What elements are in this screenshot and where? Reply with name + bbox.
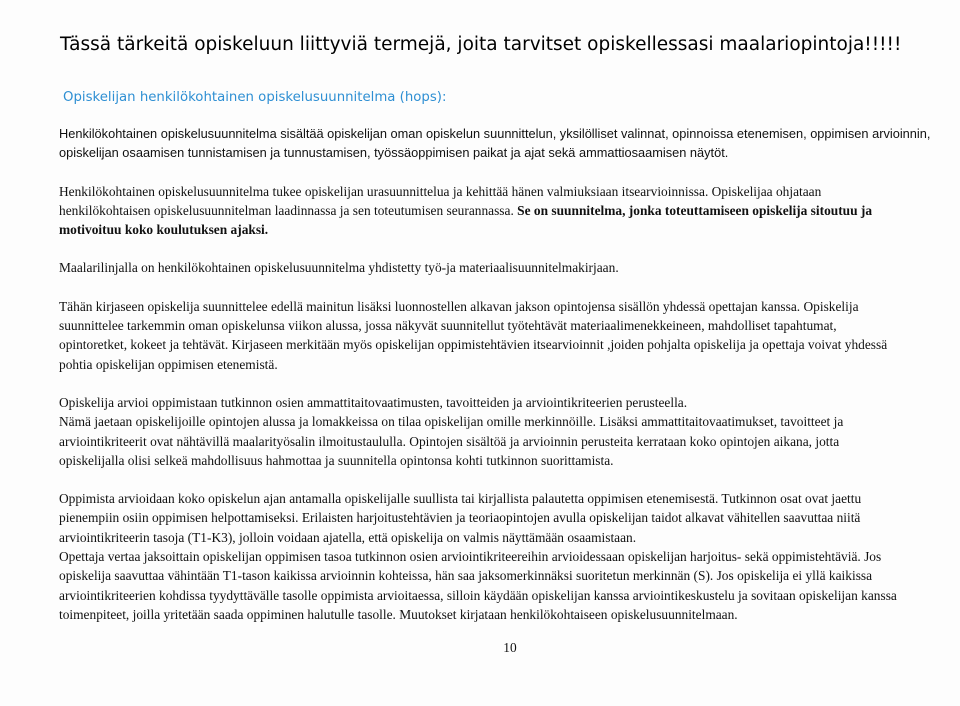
text-line: Opiskelija arvioi oppimistaan tutkinnon osien ammattitaitovaatimusten, tavoitteiden ja arviointikriteerien perusteella.: [59, 394, 688, 410]
text-line: Nämä jaetaan opiskelijoille opintojen alussa ja lomakkeissa on tilaa opiskelijan omille merkinnöille. Lisäksi ammattitaitovaatimukset, tavoitteet ja: [59, 414, 844, 430]
paragraph-hops-definition: [59, 124, 960, 163]
page-title: Tässä tärkeitä opiskeluun liittyviä termejä, joita tarvitset opiskellessasi maalariopintoja!!!!!: [60, 34, 902, 55]
bold-text: Se on suunnitelma, jonka toteuttamiseen opiskelija sitoutuu ja: [517, 202, 873, 218]
page-number: 10: [503, 640, 517, 655]
document-body: [59, 124, 960, 624]
text-line: [59, 201, 960, 220]
text-line: Tähän kirjaseen opiskelija suunnittelee edellä mainitun lisäksi luonnostellen alkavan jakson opintojensa sisällön yhdessä opettajan kanssa. Opiskelija: [59, 298, 859, 314]
text-line: opiskelijan osaamisen tunnistamisen ja tunnustamisen, työssäoppimisen paikat ja ajat sekä ammattiosaamisen näytöt.: [59, 145, 729, 161]
paragraph-hops-purpose: [59, 182, 960, 240]
text-line: toimenpiteet, joilla yritetään saada oppiminen halutulle tasolle. Muutokset kirjataan henkilökohtaiseen opiskelusuunnitelmaan.: [59, 606, 738, 622]
text-line: Henkilökohtainen opiskelusuunnitelma sisältää opiskelijan oman opiskelun suunnittelun, yksilölliset valinnat, opinnoissa etenemisen, oppimisen arvioinnin,: [59, 126, 931, 141]
text-line: [59, 220, 960, 239]
text-line: Opettaja vertaa jaksoittain opiskelijan oppimisen tasoa tutkinnon osien arviointikriteereihin arvioidessaan opiskelijan harjoitus- sekä oppimistehtäviä. Jos: [59, 549, 882, 565]
text-line: suunnittelee tarkemmin oman opiskelunsa viikon alussa, jossa näkyvät suunnitellut työtehtävät materiaalimenekkeineen, mahdolliset tapahtumat,: [59, 318, 837, 334]
text-line: opiskelijalla olisi selkeä mahdollisuus hahmottaa ja suunnitella opintonsa kohti tutkinnon suorittamista.: [59, 452, 614, 468]
section-heading: Opiskelijan henkilökohtainen opiskelusuunnitelma (hops):: [63, 90, 447, 105]
text-line: Oppimista arvioidaan koko opiskelun ajan antamalla opiskelijalle suullista tai kirjallista palautetta oppimisen etenemisestä. Tutkinnon osat ovat jaettu: [59, 491, 862, 507]
text-line: pienempiin osiin oppimisen helpottamiseksi. Erilaisten harjoitustehtävien ja teoriaopintojen avulla opiskelijan taidot alkavat vähitellen saavuttaa niitä: [59, 510, 861, 526]
text-line: Henkilökohtainen opiskelusuunnitelma tukee opiskelijan urasuunnittelua ja kehittää hänen valmiuksiaan itsearvioinnissa. Opiskelijaa ohjataan: [59, 183, 822, 199]
text-line: arviointikriteerit ovat nähtävillä maalarityösalin ilmoitustaululla. Opintojen sisältöä ja arvioinnin perusteita kerrataan koko opintojen aikana, jotta: [59, 433, 840, 449]
text-line: arviointikriteerien kohdissa tyydyttävälle tasolle oppimista arvioitaessa, silloin käydään opiskelijan kanssa arviointikeskustelu ja sovitaan opiskelijan kanssa: [59, 587, 897, 603]
bold-text: motivoituu koko koulutuksen ajaksi.: [59, 222, 269, 238]
paragraph-assessment: [59, 489, 960, 624]
paragraph-self-assessment: [59, 393, 960, 470]
text-line: opintoretket, kokeet ja tehtävät. Kirjaseen merkitään myös opiskelijan oppimistehtävien itsearvioinnit ,joiden pohjalta opiskelija ja opettaja voivat yhdessä: [59, 337, 888, 353]
text-line: pohtia opiskelijan oppimisen etenemistä.: [59, 356, 278, 372]
paragraph-painter-line: [59, 258, 960, 277]
text-segment: henkilökohtaisen opiskelusuunnitelman laadinnassa ja sen toteutumisen seurannassa.: [59, 202, 514, 218]
text-line: arviointikriteerin tasoja (T1-K3), jolloin voidaan ajatella, että opiskelija on valmis näyttämään osaamistaan.: [59, 529, 637, 545]
text-line: Maalarilinjalla on henkilökohtainen opiskelusuunnitelma yhdistetty työ-ja materiaalisuunnitelmakirjaan.: [59, 260, 619, 276]
paragraph-booklet: [59, 297, 960, 374]
text-line: opiskelija saavuttaa vähintään T1-tason kaikissa arvioinnin kohteissa, hän saa jaksomerkinnäksi suoritetun merkinnän (S). Jos opiskelija ei yllä kaikissa: [59, 568, 873, 584]
